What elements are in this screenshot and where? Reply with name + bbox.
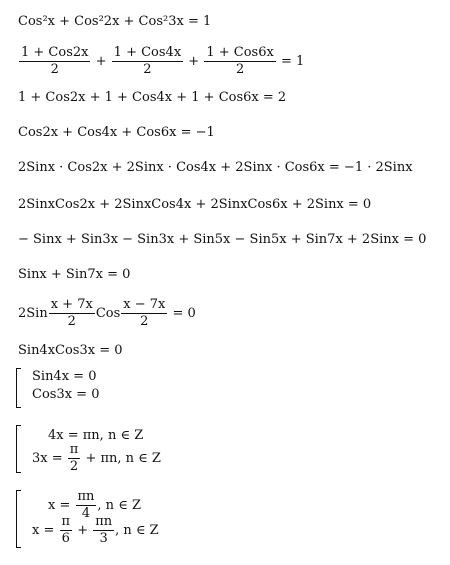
system-1-eq-b: Cos3x = 0 (32, 387, 100, 402)
fraction-denominator: 6 (61, 531, 70, 546)
fraction-denominator: 4 (81, 506, 91, 521)
fraction-numerator: πn (95, 514, 113, 529)
plus-sign: + (77, 523, 89, 538)
equation-line-2 (18, 46, 304, 77)
fraction-denominator: 2 (235, 62, 245, 77)
system-bracket (16, 425, 21, 473)
fraction-denominator: 2 (143, 62, 152, 77)
fraction-numerator: 1 + Cos4x (113, 45, 182, 60)
equation-line-5: 2Sinx · Cos2x + 2Sinx · Cos4x + 2Sinx · Cos6x = −1 · 2Sinx (18, 160, 413, 175)
sin-prefix: 2Sin (18, 306, 48, 321)
equals-one: = 1 (280, 54, 305, 69)
fraction (19, 46, 90, 77)
fraction (93, 515, 114, 546)
equation-line-6: 2SinxCos2x + 2SinxCos4x + 2SinxCos6x + 2Sinx = 0 (18, 197, 372, 212)
plus-sign: + (95, 54, 107, 69)
fraction (121, 298, 167, 329)
equals-zero: = 0 (172, 306, 196, 321)
fraction-denominator: 2 (67, 314, 76, 329)
fraction (60, 515, 73, 546)
fraction-numerator: π (69, 442, 79, 457)
plus-sign: + (188, 54, 200, 69)
fraction-denominator: 2 (69, 459, 79, 474)
system-bracket (16, 490, 21, 548)
fraction-numerator: π (61, 514, 71, 529)
system-2-eq-a: 4x = πn, n ∈ Z (48, 428, 144, 443)
lhs: 3x = (32, 451, 63, 466)
fraction-numerator: x − 7x (123, 297, 166, 312)
rhs-tail: + πn, n ∈ Z (85, 451, 161, 466)
equation-line-1: Cos²x + Cos²2x + Cos²3x = 1 (18, 14, 212, 29)
fraction-numerator: πn (77, 489, 95, 504)
rhs-tail: , n ∈ Z (115, 523, 159, 538)
fraction (68, 443, 81, 474)
lhs: x = (32, 523, 55, 538)
equation-line-10: Sin4xCos3x = 0 (18, 343, 123, 358)
system-1-eq-a: Sin4x = 0 (32, 369, 97, 384)
rhs-tail: , n ∈ Z (97, 498, 141, 513)
system-bracket (16, 368, 21, 408)
fraction-numerator: 1 + Cos6x (206, 45, 274, 60)
system-2-eq-b (32, 443, 161, 474)
equation-line-9 (18, 298, 196, 329)
fraction-denominator: 2 (50, 62, 59, 77)
fraction (204, 46, 275, 77)
fraction (49, 298, 95, 329)
equation-line-3: 1 + Cos2x + 1 + Cos4x + 1 + Cos6x = 2 (18, 90, 287, 105)
fraction-denominator: 3 (99, 531, 108, 546)
fraction-numerator: 1 + Cos2x (21, 45, 89, 60)
equation-line-7: − Sinx + Sin3x − Sin3x + Sin5x − Sin5x + Sin7x + 2Sinx = 0 (18, 232, 427, 247)
system-3-eq-b (32, 515, 159, 546)
equation-line-8: Sinx + Sin7x = 0 (18, 267, 131, 282)
lhs: x = (48, 498, 71, 513)
fraction (112, 46, 183, 77)
fraction-numerator: x + 7x (50, 297, 93, 312)
fraction-denominator: 2 (140, 314, 149, 329)
cos-label: Cos (95, 306, 121, 321)
equation-line-4: Cos2x + Cos4x + Cos6x = −1 (18, 125, 215, 140)
